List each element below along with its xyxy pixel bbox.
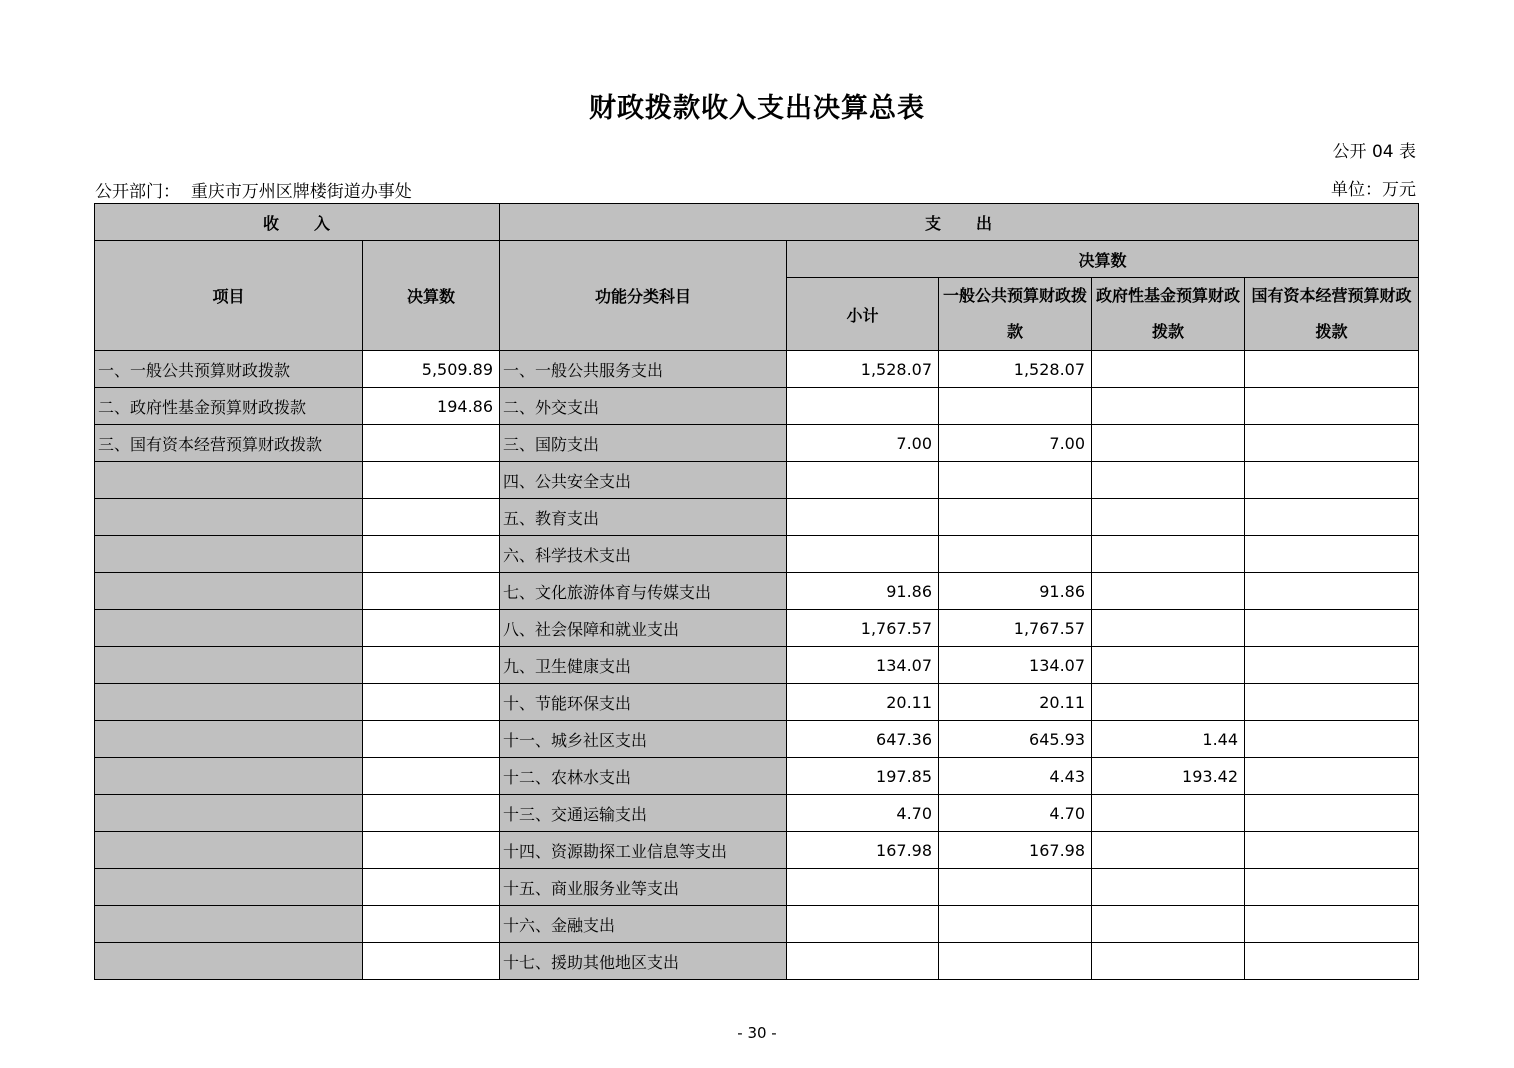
income-amount-cell: 194.86 — [363, 388, 500, 425]
department-name: 重庆市万州区牌楼街道办事处 — [190, 182, 412, 202]
subtotal-cell: 91.86 — [787, 573, 939, 610]
expense-header: 支 出 — [500, 204, 1419, 241]
table-row — [95, 906, 1419, 943]
table-row — [95, 795, 1419, 832]
general-cell: 7.00 — [939, 425, 1092, 462]
state-cell — [1245, 351, 1419, 388]
subtotal-cell: 134.07 — [787, 647, 939, 684]
expense-item-cell: 十一、城乡社区支出 — [500, 721, 787, 758]
income-item-cell — [95, 906, 363, 943]
table-row — [95, 425, 1419, 462]
income-amount-cell — [363, 869, 500, 906]
income-item-cell — [95, 943, 363, 980]
fund-cell — [1092, 684, 1245, 721]
state-cell — [1245, 499, 1419, 536]
fund-cell — [1092, 462, 1245, 499]
table-row — [95, 499, 1419, 536]
general-cell: 20.11 — [939, 684, 1092, 721]
general-cell: 1,767.57 — [939, 610, 1092, 647]
general-cell: 4.70 — [939, 795, 1092, 832]
state-cell — [1245, 425, 1419, 462]
general-cell: 134.07 — [939, 647, 1092, 684]
income-amount-cell — [363, 499, 500, 536]
fund-cell — [1092, 499, 1245, 536]
general-cell: 167.98 — [939, 832, 1092, 869]
table-row — [95, 351, 1419, 388]
fund-cell: 1.44 — [1092, 721, 1245, 758]
subtotal-cell — [787, 869, 939, 906]
income-item-cell — [95, 536, 363, 573]
fund-cell — [1092, 351, 1245, 388]
fund-cell: 193.42 — [1092, 758, 1245, 795]
fund-cell — [1092, 573, 1245, 610]
income-amount-cell — [363, 536, 500, 573]
income-amount-cell — [363, 647, 500, 684]
fund-cell — [1092, 795, 1245, 832]
table-row — [95, 536, 1419, 573]
expense-item-cell: 九、卫生健康支出 — [500, 647, 787, 684]
income-amount-cell — [363, 795, 500, 832]
income-item-cell — [95, 869, 363, 906]
income-item-cell — [95, 721, 363, 758]
state-cell — [1245, 869, 1419, 906]
fund-cell — [1092, 536, 1245, 573]
general-cell — [939, 462, 1092, 499]
state-cell — [1245, 758, 1419, 795]
table-row — [95, 869, 1419, 906]
amount-header: 决算数 — [363, 241, 500, 351]
subtotal-cell — [787, 906, 939, 943]
fund-cell — [1092, 832, 1245, 869]
subtotal-cell: 1,528.07 — [787, 351, 939, 388]
income-amount-cell — [363, 684, 500, 721]
income-amount-cell: 5,509.89 — [363, 351, 500, 388]
income-item-cell — [95, 573, 363, 610]
header-row-1 — [95, 204, 1419, 241]
expense-item-cell: 十三、交通运输支出 — [500, 795, 787, 832]
general-cell — [939, 388, 1092, 425]
expense-item-cell: 十五、商业服务业等支出 — [500, 869, 787, 906]
subtotal-cell: 167.98 — [787, 832, 939, 869]
state-cell — [1245, 721, 1419, 758]
budget-table — [94, 203, 1419, 980]
subtotal-cell: 647.36 — [787, 721, 939, 758]
page-number: - 30 - — [737, 1024, 777, 1042]
income-amount-cell — [363, 573, 500, 610]
income-amount-cell — [363, 425, 500, 462]
state-cell — [1245, 684, 1419, 721]
income-amount-cell — [363, 758, 500, 795]
income-item-cell — [95, 758, 363, 795]
state-cell — [1245, 832, 1419, 869]
table-row — [95, 684, 1419, 721]
table-body — [95, 204, 1419, 980]
income-item-cell — [95, 610, 363, 647]
state-cell — [1245, 462, 1419, 499]
expense-item-cell: 八、社会保障和就业支出 — [500, 610, 787, 647]
general-cell: 4.43 — [939, 758, 1092, 795]
form-number: 公开 04 表 — [1332, 142, 1416, 162]
income-item-cell — [95, 795, 363, 832]
table-row — [95, 388, 1419, 425]
expense-item-cell: 一、一般公共服务支出 — [500, 351, 787, 388]
table-row — [95, 573, 1419, 610]
table-row — [95, 832, 1419, 869]
income-item-cell: 三、国有资本经营预算财政拨款 — [95, 425, 363, 462]
fund-cell — [1092, 869, 1245, 906]
subtotal-cell: 20.11 — [787, 684, 939, 721]
final-header: 决算数 — [787, 241, 1419, 278]
table-row — [95, 462, 1419, 499]
subtotal-header: 小计 — [787, 278, 939, 351]
subtotal-cell: 4.70 — [787, 795, 939, 832]
table-row — [95, 647, 1419, 684]
income-amount-cell — [363, 610, 500, 647]
income-item-cell — [95, 647, 363, 684]
state-cell — [1245, 647, 1419, 684]
income-item-cell — [95, 832, 363, 869]
fund-cell — [1092, 425, 1245, 462]
table-row — [95, 610, 1419, 647]
expense-item-cell: 十、节能环保支出 — [500, 684, 787, 721]
income-item-cell: 一、一般公共预算财政拨款 — [95, 351, 363, 388]
income-amount-cell — [363, 906, 500, 943]
table-row — [95, 943, 1419, 980]
state-cell — [1245, 573, 1419, 610]
item-header: 项目 — [95, 241, 363, 351]
fund-cell — [1092, 388, 1245, 425]
subtotal-cell — [787, 388, 939, 425]
state-header: 国有资本经营预算财政拨款 — [1245, 278, 1419, 351]
general-cell: 1,528.07 — [939, 351, 1092, 388]
header-row-2 — [95, 241, 1419, 278]
state-cell — [1245, 795, 1419, 832]
subtotal-cell — [787, 943, 939, 980]
expense-item-cell: 十二、农林水支出 — [500, 758, 787, 795]
general-cell — [939, 869, 1092, 906]
table-row — [95, 758, 1419, 795]
expense-item-cell: 七、文化旅游体育与传媒支出 — [500, 573, 787, 610]
fund-cell — [1092, 943, 1245, 980]
expense-item-cell: 十六、金融支出 — [500, 906, 787, 943]
income-header: 收 入 — [95, 204, 500, 241]
subtotal-cell — [787, 499, 939, 536]
income-amount-cell — [363, 943, 500, 980]
income-item-cell — [95, 462, 363, 499]
subtotal-cell — [787, 536, 939, 573]
state-cell — [1245, 610, 1419, 647]
fund-cell — [1092, 906, 1245, 943]
general-header: 一般公共预算财政拨款 — [939, 278, 1092, 351]
functional-header: 功能分类科目 — [500, 241, 787, 351]
general-cell — [939, 906, 1092, 943]
income-amount-cell — [363, 832, 500, 869]
fund-header: 政府性基金预算财政拨款 — [1092, 278, 1245, 351]
general-cell — [939, 536, 1092, 573]
general-cell: 91.86 — [939, 573, 1092, 610]
fund-cell — [1092, 610, 1245, 647]
subtotal-cell — [787, 462, 939, 499]
expense-item-cell: 三、国防支出 — [500, 425, 787, 462]
expense-item-cell: 十七、援助其他地区支出 — [500, 943, 787, 980]
general-cell — [939, 943, 1092, 980]
page-title: 财政拨款收入支出决算总表 — [589, 93, 925, 124]
income-item-cell: 二、政府性基金预算财政拨款 — [95, 388, 363, 425]
expense-item-cell: 十四、资源勘探工业信息等支出 — [500, 832, 787, 869]
income-item-cell — [95, 499, 363, 536]
income-item-cell — [95, 684, 363, 721]
state-cell — [1245, 943, 1419, 980]
income-amount-cell — [363, 721, 500, 758]
state-cell — [1245, 388, 1419, 425]
general-cell — [939, 499, 1092, 536]
subtotal-cell: 1,767.57 — [787, 610, 939, 647]
table-row — [95, 721, 1419, 758]
income-amount-cell — [363, 462, 500, 499]
fund-cell — [1092, 647, 1245, 684]
expense-item-cell: 六、科学技术支出 — [500, 536, 787, 573]
expense-item-cell: 二、外交支出 — [500, 388, 787, 425]
expense-item-cell: 五、教育支出 — [500, 499, 787, 536]
department-label: 公开部门： — [95, 182, 180, 202]
subtotal-cell: 7.00 — [787, 425, 939, 462]
department-line — [95, 177, 412, 202]
state-cell — [1245, 906, 1419, 943]
expense-item-cell: 四、公共安全支出 — [500, 462, 787, 499]
subtotal-cell: 197.85 — [787, 758, 939, 795]
state-cell — [1245, 536, 1419, 573]
unit-label: 单位：万元 — [1331, 180, 1416, 200]
general-cell: 645.93 — [939, 721, 1092, 758]
